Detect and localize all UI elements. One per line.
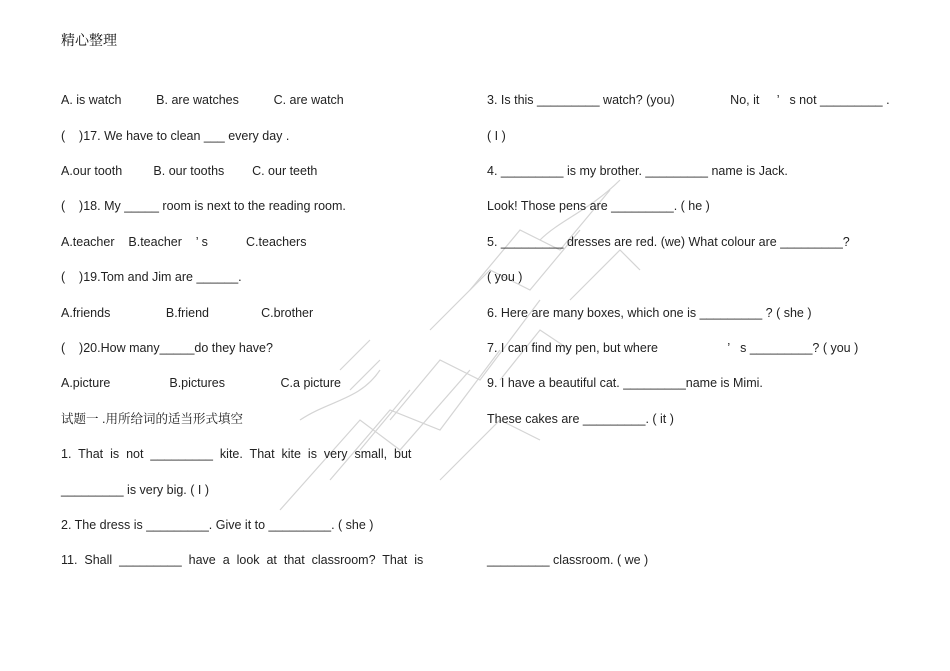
- question-line: A.our tooth B. our tooths C. our teeth: [61, 164, 318, 178]
- question-line: 5. _________ dresses are red. (we) What colour are _________?: [487, 235, 850, 249]
- page-title: 精心整理: [61, 32, 117, 48]
- watermark-graphic: [240, 120, 680, 540]
- question-line: A.teacher B.teacher ’ s C.teachers: [61, 235, 307, 249]
- question-line: 6. Here are many boxes, which one is _________ ? ( she ): [487, 306, 812, 320]
- question-line: ( )19.Tom and Jim are ______.: [61, 270, 242, 284]
- question-line: ( )20.How many_____do they have?: [61, 341, 273, 355]
- question-line: ( )18. My _____ room is next to the reading room.: [61, 199, 346, 213]
- question-line: 7. I can find my pen, but where ’ s _________? ( you ): [487, 341, 859, 355]
- question-line: 2. The dress is _________. Give it to _________. ( she ): [61, 518, 374, 532]
- section-heading: 试题一 .用所给词的适当形式填空: [61, 412, 243, 426]
- question-line: ( you ): [487, 270, 523, 284]
- question-line: 1. That is not _________ kite. That kite is very small, but: [61, 447, 412, 461]
- question-line: 11. Shall _________ have a look at that classroom? That is: [61, 553, 424, 567]
- question-line: _________ classroom. ( we ): [487, 553, 649, 567]
- question-line: ( )17. We have to clean ___ every day .: [61, 129, 290, 143]
- question-line: 4. _________ is my brother. _________ name is Jack.: [487, 164, 788, 178]
- question-line: Look! Those pens are _________. ( he ): [487, 199, 710, 213]
- question-line: A. is watch B. are watches C. are watch: [61, 93, 344, 107]
- question-line: These cakes are _________. ( it ): [487, 412, 674, 426]
- question-line: 9. I have a beautiful cat. _________name is Mimi.: [487, 376, 763, 390]
- question-line: _________ is very big. ( I ): [61, 483, 209, 497]
- question-line: 3. Is this _________ watch? (you) No, it ’ s not _________ .: [487, 93, 890, 107]
- question-line: ( I ): [487, 129, 506, 143]
- question-line: A.friends B.friend C.brother: [61, 306, 314, 320]
- question-line: A.picture B.pictures C.a picture: [61, 376, 341, 390]
